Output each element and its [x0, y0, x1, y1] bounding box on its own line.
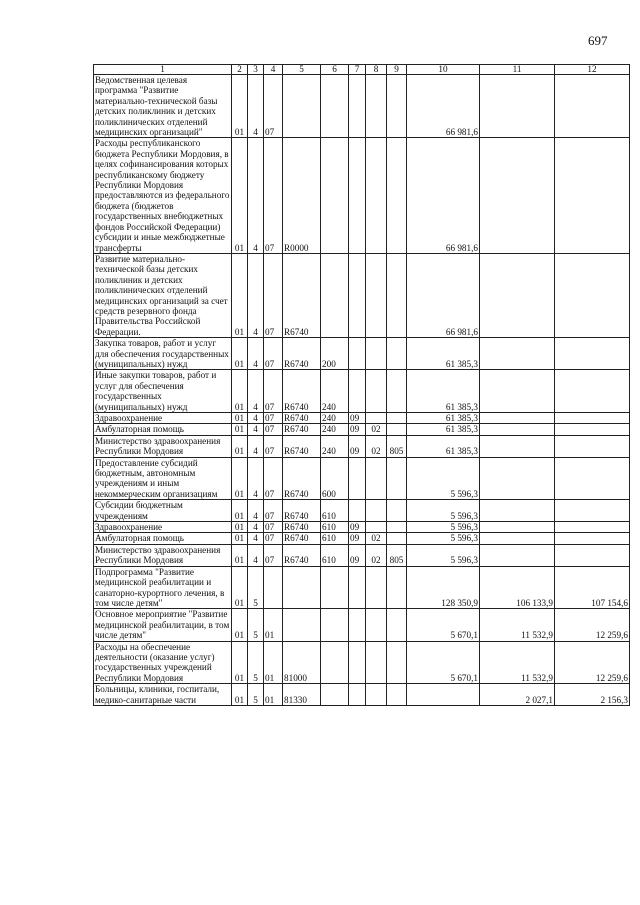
- code-cell: R6740: [283, 253, 321, 337]
- header-cell: 4: [264, 65, 283, 75]
- code-cell: 610: [321, 522, 349, 533]
- code-cell: [366, 522, 387, 533]
- code-cell: [349, 500, 366, 522]
- code-cell: 5: [248, 641, 264, 684]
- amount-cell: [480, 544, 555, 566]
- amount-cell: 66 981,6: [407, 253, 480, 337]
- row-name-cell: Министерство здравоохранения Республики Мордовия: [94, 544, 232, 566]
- code-cell: [387, 566, 407, 609]
- code-cell: 01: [232, 641, 248, 684]
- row-name-cell: Амбулаторная помощь: [94, 533, 232, 544]
- amount-cell: [555, 544, 630, 566]
- code-cell: 07: [264, 533, 283, 544]
- row-name-cell: Министерство здравоохранения Республики Мордовия: [94, 435, 232, 457]
- code-cell: [321, 138, 349, 253]
- amount-cell: [480, 413, 555, 424]
- code-cell: [349, 684, 366, 706]
- code-cell: R6740: [283, 338, 321, 370]
- amount-cell: [555, 457, 630, 500]
- amount-cell: 12 259,6: [555, 641, 630, 684]
- code-cell: [349, 566, 366, 609]
- code-cell: [366, 370, 387, 413]
- row-name-cell: Амбулаторная помощь: [94, 424, 232, 435]
- header-cell: 12: [555, 65, 630, 75]
- code-cell: 01: [232, 413, 248, 424]
- amount-cell: [407, 684, 480, 706]
- page-number: 697: [588, 33, 608, 48]
- amount-cell: 61 385,3: [407, 370, 480, 413]
- code-cell: [349, 641, 366, 684]
- header-cell: 6: [321, 65, 349, 75]
- code-cell: 07: [264, 457, 283, 500]
- amount-cell: 5 596,3: [407, 522, 480, 533]
- amount-cell: 66 981,6: [407, 138, 480, 253]
- code-cell: [387, 522, 407, 533]
- code-cell: [366, 500, 387, 522]
- code-cell: 01: [264, 609, 283, 641]
- header-cell: 10: [407, 65, 480, 75]
- code-cell: [349, 253, 366, 337]
- table-row: [94, 522, 630, 533]
- header-cell: 11: [480, 65, 555, 75]
- amount-cell: 5 596,3: [407, 544, 480, 566]
- code-cell: [321, 641, 349, 684]
- amount-cell: 2 027,1: [480, 684, 555, 706]
- code-cell: R6740: [283, 522, 321, 533]
- code-cell: 4: [248, 338, 264, 370]
- amount-cell: 66 981,6: [407, 75, 480, 138]
- code-cell: [387, 424, 407, 435]
- code-cell: [349, 138, 366, 253]
- code-cell: R6740: [283, 533, 321, 544]
- code-cell: [349, 338, 366, 370]
- code-cell: [387, 609, 407, 641]
- amount-cell: [480, 75, 555, 138]
- amount-cell: [555, 413, 630, 424]
- table-row: [94, 457, 630, 500]
- code-cell: 200: [321, 338, 349, 370]
- amount-cell: 11 532,9: [480, 641, 555, 684]
- amount-cell: 2 156,3: [555, 684, 630, 706]
- code-cell: 01: [232, 253, 248, 337]
- code-cell: 600: [321, 457, 349, 500]
- code-cell: [387, 457, 407, 500]
- code-cell: [366, 75, 387, 138]
- code-cell: R6740: [283, 457, 321, 500]
- amount-cell: [480, 253, 555, 337]
- code-cell: [387, 338, 407, 370]
- header-cell: 9: [387, 65, 407, 75]
- code-cell: 01: [264, 641, 283, 684]
- code-cell: 01: [232, 500, 248, 522]
- code-cell: 4: [248, 544, 264, 566]
- code-cell: [283, 609, 321, 641]
- amount-cell: 61 385,3: [407, 435, 480, 457]
- code-cell: 4: [248, 435, 264, 457]
- code-cell: [321, 566, 349, 609]
- code-cell: 240: [321, 370, 349, 413]
- code-cell: R6740: [283, 435, 321, 457]
- code-cell: 01: [232, 684, 248, 706]
- code-cell: [366, 338, 387, 370]
- code-cell: R6740: [283, 544, 321, 566]
- amount-cell: 107 154,6: [555, 566, 630, 609]
- amount-cell: [555, 75, 630, 138]
- code-cell: 5: [248, 566, 264, 609]
- code-cell: 240: [321, 424, 349, 435]
- code-cell: 4: [248, 424, 264, 435]
- amount-cell: 5 670,1: [407, 609, 480, 641]
- table-row: [94, 544, 630, 566]
- code-cell: [366, 413, 387, 424]
- table-row: [94, 75, 630, 138]
- code-cell: [387, 413, 407, 424]
- code-cell: 07: [264, 75, 283, 138]
- amount-cell: 5 670,1: [407, 641, 480, 684]
- code-cell: 07: [264, 370, 283, 413]
- code-cell: 02: [366, 435, 387, 457]
- code-cell: 805: [387, 544, 407, 566]
- header-cell: 1: [94, 65, 232, 75]
- code-cell: 02: [366, 533, 387, 544]
- code-cell: [387, 75, 407, 138]
- code-cell: [321, 75, 349, 138]
- code-cell: 07: [264, 138, 283, 253]
- amount-cell: [480, 522, 555, 533]
- code-cell: [283, 566, 321, 609]
- code-cell: R6740: [283, 370, 321, 413]
- amount-cell: [555, 138, 630, 253]
- amount-cell: [555, 338, 630, 370]
- table-row: [94, 609, 630, 641]
- code-cell: [366, 457, 387, 500]
- row-name-cell: Больницы, клиники, госпитали, медико-санитарные части: [94, 684, 232, 706]
- code-cell: [387, 500, 407, 522]
- amount-cell: [555, 424, 630, 435]
- code-cell: 4: [248, 75, 264, 138]
- header-cell: 2: [232, 65, 248, 75]
- row-name-cell: Подпрограмма "Развитие медицинской реабилитации и санаторно-курортного лечения, в том числе детям": [94, 566, 232, 609]
- code-cell: [366, 566, 387, 609]
- amount-cell: 61 385,3: [407, 338, 480, 370]
- code-cell: 01: [232, 424, 248, 435]
- code-cell: [387, 253, 407, 337]
- amount-cell: 5 596,3: [407, 457, 480, 500]
- code-cell: 09: [349, 424, 366, 435]
- table-row: [94, 533, 630, 544]
- code-cell: 610: [321, 544, 349, 566]
- code-cell: [349, 370, 366, 413]
- amount-cell: 61 385,3: [407, 424, 480, 435]
- table-row: [94, 138, 630, 253]
- code-cell: 09: [349, 413, 366, 424]
- code-cell: 02: [366, 544, 387, 566]
- code-cell: 4: [248, 500, 264, 522]
- amount-cell: [555, 253, 630, 337]
- amount-cell: 128 350,9: [407, 566, 480, 609]
- table-row: [94, 684, 630, 706]
- code-cell: 07: [264, 544, 283, 566]
- amount-cell: 106 133,9: [480, 566, 555, 609]
- code-cell: R6740: [283, 500, 321, 522]
- code-cell: [349, 75, 366, 138]
- row-name-cell: Расходы на обеспечение деятельности (оказание услуг) государственных учреждений Республики Мордовия: [94, 641, 232, 684]
- code-cell: [321, 253, 349, 337]
- code-cell: [366, 609, 387, 641]
- amount-cell: [480, 370, 555, 413]
- code-cell: [283, 75, 321, 138]
- header-cell: 7: [349, 65, 366, 75]
- amount-cell: 5 596,3: [407, 500, 480, 522]
- amount-cell: 11 532,9: [480, 609, 555, 641]
- code-cell: R0000: [283, 138, 321, 253]
- code-cell: [366, 138, 387, 253]
- code-cell: 07: [264, 338, 283, 370]
- row-name-cell: Расходы республиканского бюджета Республики Мордовия, в целях софинансирования которых республиканскому бюджету Республики Мордовия предоставляются из федерального бюджета (бюджетов государственных внебюджетных фондов Российской Федерации) субсидии и иные межбюджетные трансферты: [94, 138, 232, 253]
- table-row: [94, 253, 630, 337]
- code-cell: [387, 684, 407, 706]
- code-cell: 4: [248, 533, 264, 544]
- code-cell: 07: [264, 522, 283, 533]
- code-cell: 07: [264, 424, 283, 435]
- code-cell: R6740: [283, 424, 321, 435]
- amount-cell: [480, 500, 555, 522]
- code-cell: 01: [232, 566, 248, 609]
- code-cell: 07: [264, 500, 283, 522]
- amount-cell: 12 259,6: [555, 609, 630, 641]
- amount-cell: 5 596,3: [407, 533, 480, 544]
- code-cell: [387, 533, 407, 544]
- code-cell: 805: [387, 435, 407, 457]
- amount-cell: [555, 370, 630, 413]
- amount-cell: [555, 435, 630, 457]
- table-row: [94, 435, 630, 457]
- code-cell: 610: [321, 500, 349, 522]
- row-name-cell: Закупка товаров, работ и услуг для обеспечения государственных (муниципальных) нужд: [94, 338, 232, 370]
- amount-cell: [480, 424, 555, 435]
- code-cell: 5: [248, 684, 264, 706]
- code-cell: [387, 641, 407, 684]
- code-cell: 610: [321, 533, 349, 544]
- amount-cell: [555, 500, 630, 522]
- code-cell: 4: [248, 253, 264, 337]
- code-cell: 4: [248, 413, 264, 424]
- code-cell: 07: [264, 413, 283, 424]
- row-name-cell: Здравоохранение: [94, 522, 232, 533]
- code-cell: 4: [248, 138, 264, 253]
- row-name-cell: Предоставление субсидий бюджетным, автономным учреждениям и иным некоммерческим организациям: [94, 457, 232, 500]
- code-cell: 01: [232, 457, 248, 500]
- code-cell: 4: [248, 457, 264, 500]
- code-cell: 81330: [283, 684, 321, 706]
- code-cell: 02: [366, 424, 387, 435]
- code-cell: 5: [248, 609, 264, 641]
- amount-cell: [480, 138, 555, 253]
- code-cell: 07: [264, 435, 283, 457]
- table-row: [94, 566, 630, 609]
- table-row: [94, 424, 630, 435]
- code-cell: 01: [232, 370, 248, 413]
- code-cell: [366, 684, 387, 706]
- code-cell: [321, 684, 349, 706]
- row-name-cell: Развитие материально-технической базы детских поликлиник и детских поликлинических отделений медицинских организаций за счет средств резервного фонда Правительства Российской Федерации.: [94, 253, 232, 337]
- header-cell: 8: [366, 65, 387, 75]
- code-cell: 07: [264, 253, 283, 337]
- code-cell: 81000: [283, 641, 321, 684]
- code-cell: 09: [349, 544, 366, 566]
- code-cell: [366, 641, 387, 684]
- code-cell: 09: [349, 533, 366, 544]
- amount-cell: [480, 338, 555, 370]
- code-cell: 01: [232, 533, 248, 544]
- code-cell: 01: [232, 435, 248, 457]
- code-cell: 01: [264, 684, 283, 706]
- code-cell: 240: [321, 435, 349, 457]
- code-cell: R6740: [283, 413, 321, 424]
- table-row: [94, 500, 630, 522]
- code-cell: 240: [321, 413, 349, 424]
- code-cell: [321, 609, 349, 641]
- header-cell: 3: [248, 65, 264, 75]
- code-cell: 01: [232, 609, 248, 641]
- row-name-cell: Субсидии бюджетным учреждениям: [94, 500, 232, 522]
- code-cell: [387, 370, 407, 413]
- table-row: [94, 370, 630, 413]
- row-name-cell: Основное мероприятие "Развитие медицинской реабилитации, в том числе детям": [94, 609, 232, 641]
- amount-cell: [480, 533, 555, 544]
- code-cell: 01: [232, 522, 248, 533]
- code-cell: 01: [232, 544, 248, 566]
- row-name-cell: Здравоохранение: [94, 413, 232, 424]
- amount-cell: [555, 533, 630, 544]
- code-cell: [349, 609, 366, 641]
- code-cell: [366, 253, 387, 337]
- code-cell: 4: [248, 522, 264, 533]
- code-cell: 09: [349, 435, 366, 457]
- header-cell: 5: [283, 65, 321, 75]
- code-cell: 01: [232, 138, 248, 253]
- code-cell: 09: [349, 522, 366, 533]
- amount-cell: 61 385,3: [407, 413, 480, 424]
- table-row: [94, 641, 630, 684]
- row-name-cell: Ведомственная целевая программа "Развитие материально-технической базы детских поликлиник и детских поликлинических отделений медицинских организаций": [94, 75, 232, 138]
- code-cell: [264, 566, 283, 609]
- header-row: [94, 65, 630, 75]
- code-cell: 01: [232, 75, 248, 138]
- table-row: [94, 338, 630, 370]
- amount-cell: [555, 522, 630, 533]
- code-cell: [387, 138, 407, 253]
- code-cell: 4: [248, 370, 264, 413]
- amount-cell: [480, 435, 555, 457]
- amount-cell: [480, 457, 555, 500]
- table-row: [94, 413, 630, 424]
- code-cell: 01: [232, 338, 248, 370]
- row-name-cell: Иные закупки товаров, работ и услуг для обеспечения государственных (муниципальных) нужд: [94, 370, 232, 413]
- budget-table: [93, 64, 630, 706]
- code-cell: [349, 457, 366, 500]
